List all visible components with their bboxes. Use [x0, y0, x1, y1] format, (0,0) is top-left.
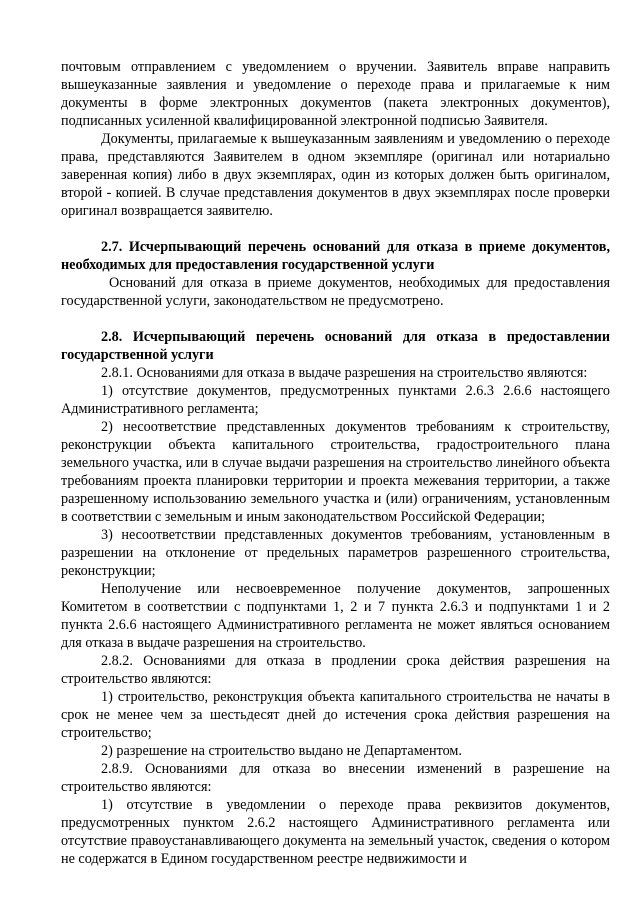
list-item-2-8-1-2: 2) несоответствие представленных документов требованиям к строительству, реконструкции объекта капитального строительства, градостроительного плана земельного участка, или в случае выдачи разрешения на строительство линейного объекта требованиям проекта планировки территории и проекта межевания территории, а также разрешенному использованию земельного участка и (или) ограничениям, установленным в соответствии с земельным и иным законодательством Российской Федерации;	[61, 419, 610, 525]
list-item-2-8-1-3: 3) несоответствии представленных документов требованиям, установленным в разрешении на отклонение от предельных параметров разрешенного строительства, реконструкции;	[61, 527, 610, 579]
list-item-2-8-9-1: 1) отсутствие в уведомлении о переходе права реквизитов документов, предусмотренных пунктом 2.6.2 настоящего Административного регламента или отсутствие правоустанавливающего документа на земельный участок, сведения о котором не содержатся в Едином государственном реестре недвижимости и	[61, 797, 610, 867]
paragraph-2-8-9: 2.8.9. Основаниями для отказа во внесении изменений в разрешение на строительство являются:	[61, 761, 610, 795]
list-item-2-8-2-2: 2) разрешение на строительство выдано не Департаментом.	[101, 743, 462, 759]
paragraph-2-8-1: 2.8.1. Основаниями для отказа в выдаче разрешения на строительство являются:	[101, 365, 588, 381]
paragraph-submission-method: почтовым отправлением с уведомлением о вручении. Заявитель вправе направить вышеуказанные заявления и уведомление о переходе права и прилагаемые к ним документы в форме электронных документов (пакета электронных документов), подписанных усиленной квалифицированной электронной подписью Заявителя.	[61, 59, 610, 129]
list-item-2-8-2-1: 1) строительство, реконструкция объекта капитального строительства не начаты в срок не менее чем за шестьдесят дней до истечения срока действия разрешения на строительство;	[61, 689, 610, 741]
list-item-2-8-1-1: 1) отсутствие документов, предусмотренных пунктами 2.6.3 2.6.6 настоящего Административного регламента;	[61, 383, 610, 417]
spacer	[61, 310, 610, 328]
heading-section-2-8: 2.8. Исчерпывающий перечень оснований для отказа в предоставлении государственной услуги	[61, 329, 610, 363]
heading-section-2-7: 2.7. Исчерпывающий перечень оснований для отказа в приеме документов, необходимых для предоставления государственной услуги	[61, 239, 610, 273]
paragraph-document-copies: Документы, прилагаемые к вышеуказанным заявлениям и уведомлению о переходе права, представляются Заявителем в одном экземпляре (оригинал или нотариально заверенная копия) либо в двух экземплярах, один из которых должен быть оригиналом, второй - копией. В случае представления документов в двух экземплярах после проверки оригинал возвращается заявителю.	[61, 131, 610, 219]
paragraph-non-receipt-documents: Неполучение или несвоевременное получение документов, запрошенных Комитетом в соответствии с подпунктами 1, 2 и 7 пункта 2.6.3 и подпунктами 1 и 2 пункта 2.6.6 настоящего Административного регламента не может являться основанием для отказа в выдаче разрешения на строительство.	[61, 581, 610, 651]
paragraph-2-8-2: 2.8.2. Основаниями для отказа в продлении срока действия разрешения на строительство являются:	[61, 653, 610, 687]
paragraph-no-grounds-refusal: Оснований для отказа в приеме документов, необходимых для предоставления государственной услуги, законодательством не предусмотрено.	[61, 275, 610, 309]
spacer	[61, 220, 610, 238]
